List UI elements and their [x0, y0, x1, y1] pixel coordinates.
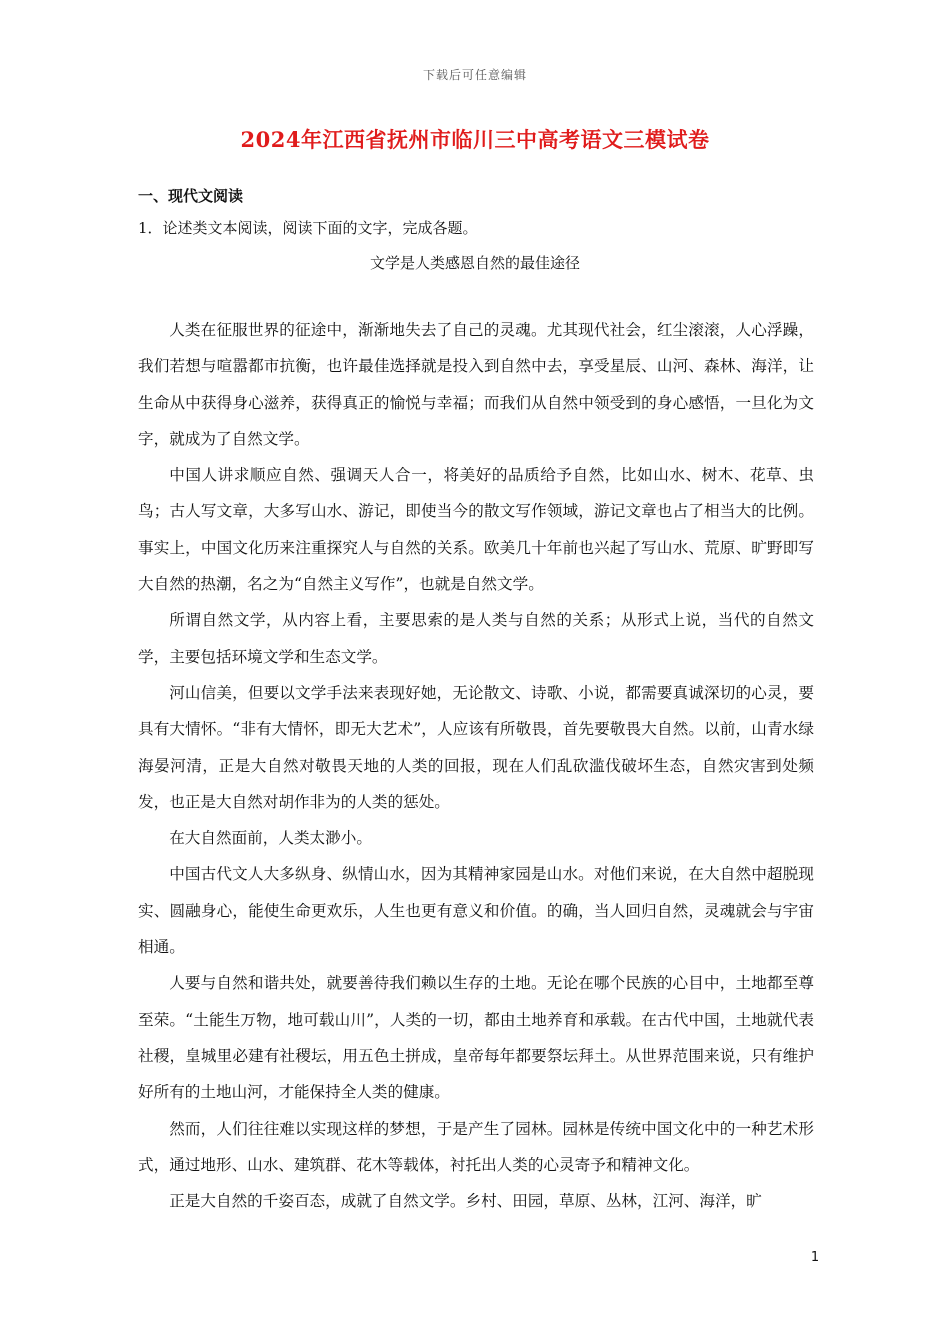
- page-number: 1: [810, 1250, 820, 1265]
- question-instruction: 1．论述类文本阅读，阅读下面的文字，完成各题。: [138, 219, 478, 237]
- section-heading: 一、现代文阅读: [138, 187, 244, 205]
- article-paragraph: 中国古代文人大多纵身、纵情山水，因为其精神家园是山水。对他们来说，在大自然中超脱现实、圆融身心，能使生命更欢乐，人生也更有意义和价值。的确，当人回归自然，灵魂就会与宇宙相通。: [138, 865, 814, 957]
- article-paragraph: 在大自然面前，人类太渺小。: [169, 829, 372, 848]
- article-paragraph: 然而，人们往往难以实现这样的梦想，于是产生了园林。园林是传统中国文化中的一种艺术形式，通过地形、山水、建筑群、花木等载体，衬托出人类的心灵寄予和精神文化。: [138, 1119, 814, 1174]
- page-header-note: 下载后可任意编辑: [422, 68, 527, 82]
- article-paragraph: 所谓自然文学，从内容上看，主要思索的是人类与自然的关系；从形式上说，当代的自然文学，主要包括环境文学和生态文学。: [138, 611, 814, 666]
- article-title: 文学是人类感恩自然的最佳途径: [369, 254, 580, 272]
- article-paragraph: 人类在征服世界的征途中，渐渐地失去了自己的灵魂。尤其现代社会，红尘滚滚，人心浮躁，我们若想与喧嚣都市抗衡，也许最佳选择就是投入到自然中去，享受星辰、山河、森林、海洋，让生命从中获得身心滋养，获得真正的愉悦与幸福；而我们从自然中领受到的身心感悟，一旦化为文字，就成为了自然文学。: [138, 321, 814, 448]
- article-paragraph: 河山信美，但要以文学手法来表现好她，无论散文、诗歌、小说，都需要真诚深切的心灵，要具有大情怀。“非有大情怀，即无大艺术”，人应该有所敬畏，首先要敬畏大自然。以前，山青水绿海晏河清，正是大自然对敬畏天地的人类的回报，现在人们乱砍滥伐破坏生态，自然灾害到处频发，也正是大自然对胡作非为的人类的惩处。: [138, 683, 814, 811]
- exam-title: 2024年江西省抚州市临川三中高考语文三模试卷: [240, 127, 710, 152]
- article-body: [138, 312, 814, 1219]
- article-paragraph: 正是大自然的千姿百态，成就了自然文学。乡村、田园，草原、丛林，江河、海洋，旷: [169, 1192, 762, 1211]
- article-paragraph: 人要与自然和谐共处，就要善待我们赖以生存的土地。无论在哪个民族的心目中，土地都至尊至荣。“土能生万物，地可载山川”，人类的一切，都由土地养育和承载。在古代中国，土地就代表社稷，皇城里必建有社稷坛，用五色土拼成，皇帝每年都要祭坛拜土。从世界范围来说，只有维护好所有的土地山河，才能保持全人类的健康。: [138, 974, 814, 1102]
- article-paragraph: 中国人讲求顺应自然、强调天人合一，将美好的品质给予自然，比如山水、树木、花草、虫鸟；古人写文章，大多写山水、游记，即使当今的散文写作领域，游记文章也占了相当大的比例。事实上，中国文化历来注重探究人与自然的关系。欧美几十年前也兴起了写山水、荒原、旷野即写大自然的热潮，名之为“自然主义写作”，也就是自然文学。: [138, 466, 814, 594]
